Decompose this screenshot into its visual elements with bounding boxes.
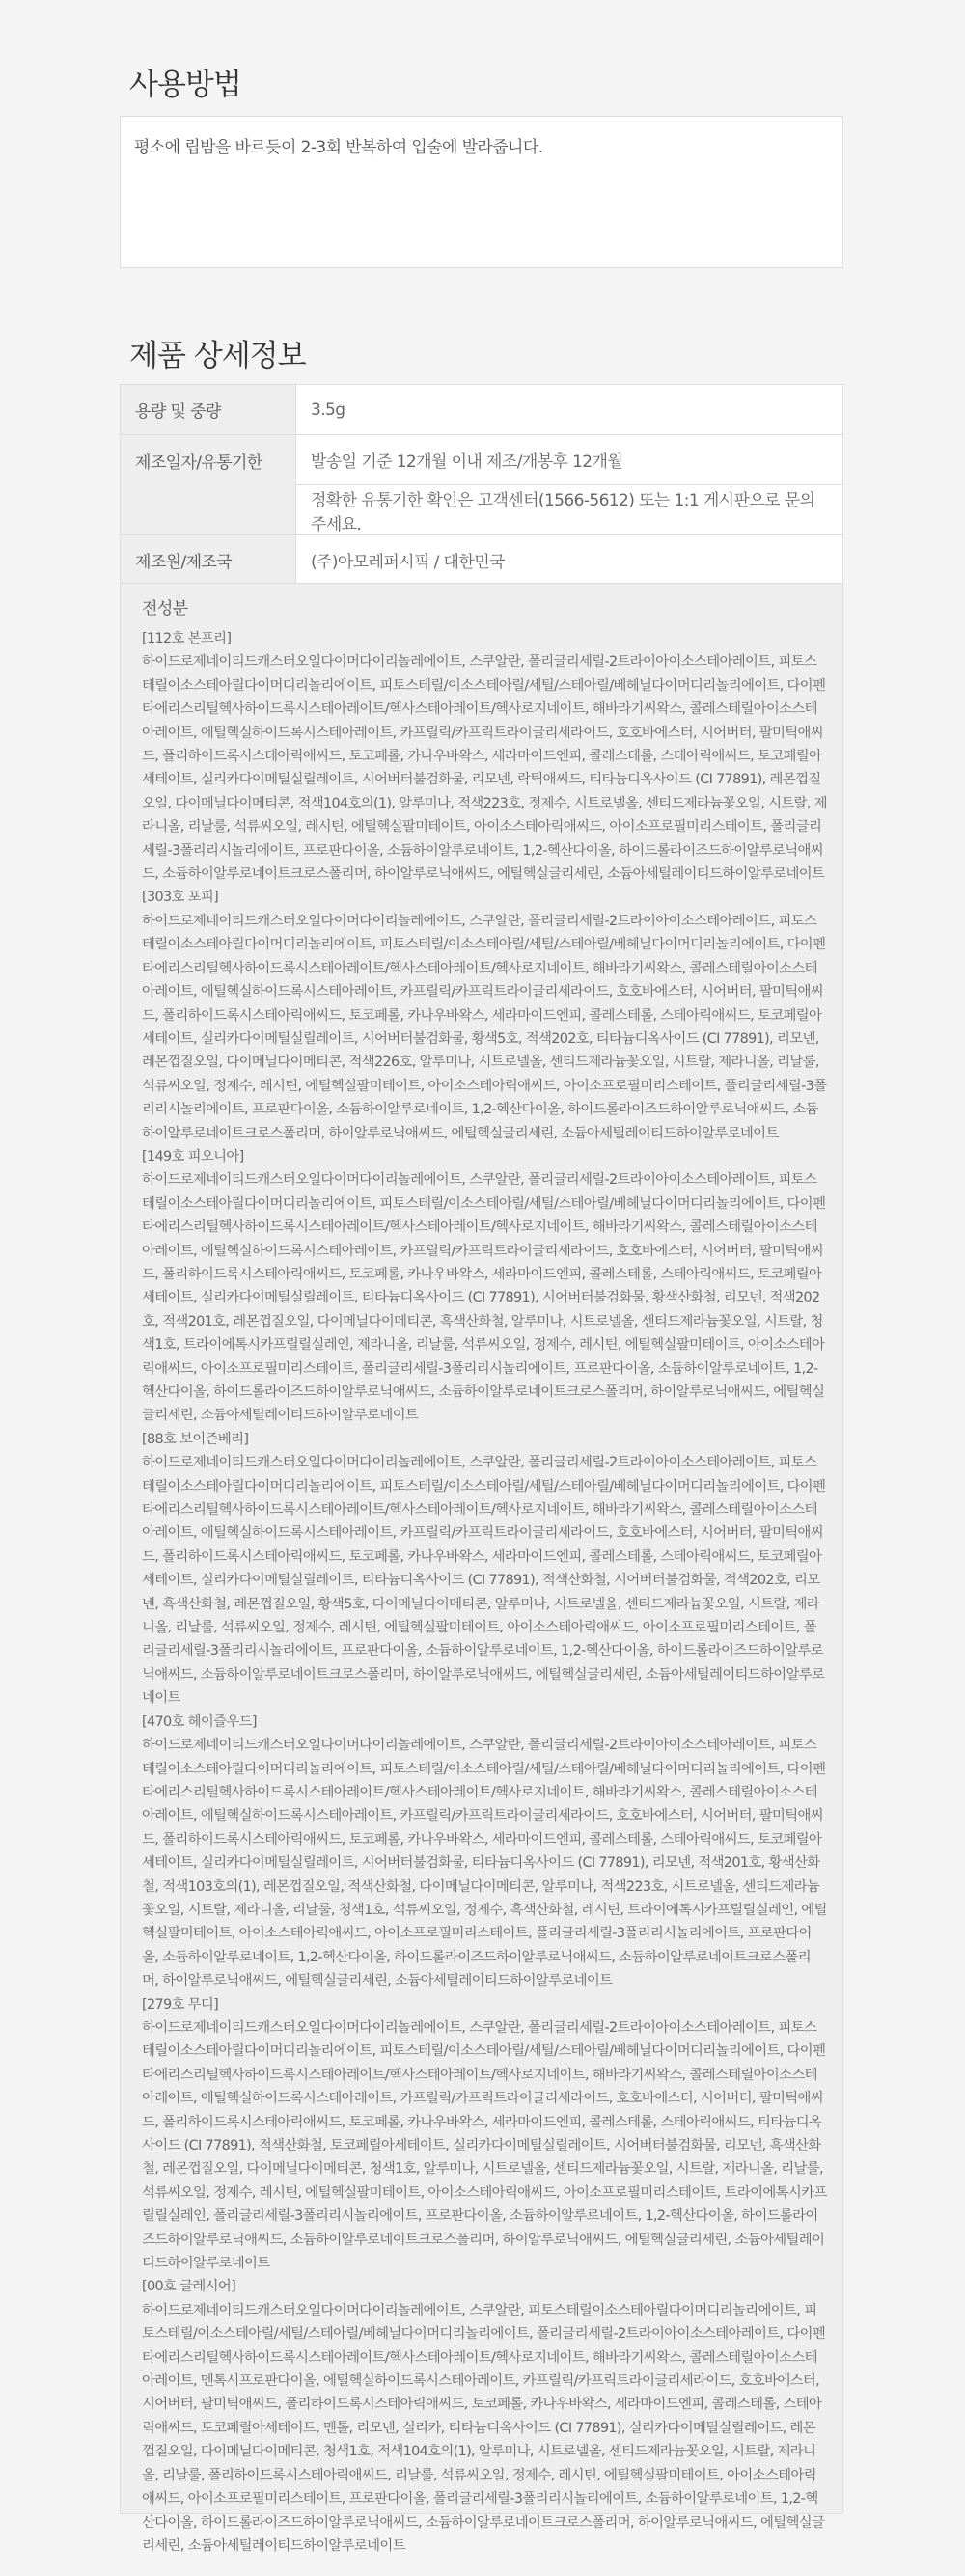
spec-label-manufacturer: 제조원/제조국 xyxy=(121,535,296,586)
spec-value-manufacturer: (주)아모레퍼시픽 / 대한민국 xyxy=(296,535,843,586)
ingredients-list: [112호 본프리] 하이드로제네이티드캐스터오일다이머다이리놀레에이트, 스쿠알란, 폴리글리세릴-2트라이아이소스테아레이트, 피토스테릴이소스테아릴다이머디리놀리에이트, 피토스테릴/이소스테아릴/세틸/스테아릴/베헤닐다이머디리놀리에이트, 다이펜타에리스리틸헥사하이드록시스테아레이트/헥사스테아레이트/헥사로지네이트, 해바라기씨왁스, 콜레스테릴아이소스테아레이트, 에틸헥실하이드록시스테아레이트, 카프릴릭/카프릭트라이글리세라이드, 호호바에스터, 시어버터, 팔미틱애씨드, 폴리하이드록시스테아릭애씨드, 토코페롤, 카나우바왁스, 세라마이드엔피, 콜레스테롤, 스테아릭애씨드, 토코페릴아세테이트, 실리카다이메틸실릴레이트, 시어버터불검화물, 리모넨, 락틱애씨드, 티타늄디옥사이드 (CI 77891), 레몬껍질오일, 다이메닐다이메티콘, 적색104호의(1), 알루미나, 적색223호, 정제수, 시트로넬올, 센티드제라늄꽃오일, 시트랄, 제라니올, 리날룰, 석류씨오일, 레시틴, 에틸헥실팔미테이트, 아이소스테아릭애씨드, 아이소프로필미리스테이트, 폴리글리세릴-3폴리리시놀리에이트, 프로판다이올, 소듐하이알루로네이트, 1,2-헥산다이올, 하이드롤라이즈드하이알루로닉애씨드, 소듐하이알루로네이트크로스폴리머, 하이알루로닉애씨드, 에틸헥실글리세린, 소듐아세틸레이티드하이알루로네이트 [303호 포피] 하이드로제네이티드캐스터오일다이머다이리놀레에이트, 스쿠알란, 폴리글리세릴-2트라이아이소스테아레이트, 피토스테릴이소스테아릴다이머디리놀리에이트, 피토스테릴/이소스테아릴/세틸/스테아릴/베헤닐다이머디리놀리에이트, 다이펜타에리스리틸헥사하이드록시스테아레이트/헥사스테아레이트/헥사로지네이트, 해바라기씨왁스, 콜레스테릴아이소스테아레이트, 에틸헥실하이드록시스테아레이트, 카프릴릭/카프릭트라이글리세라이드, 호호바에스터, 시어버터, 팔미틱애씨드, 폴리하이드록시스테아릭애씨드, 토코페롤, 카나우바왁스, 세라마이드엔피, 콜레스테롤, 스테아릭애씨드, 토코페릴아세테이트, 실리카다이메틸실릴레이트, 시어버터불검화물, 황색5호, 적색202호, 티타늄디옥사이드 (CI 77891), 리모넨, 레몬껍질오일, 다이메닐다이메티콘, 적색226호, 알루미나, 시트로넬올, 센티드제라늄꽃오일, 시트랄, 제라니올, 리날룰, 석류씨오일, 정제수, 레시틴, 에틸헥실팔미테이트, 아이소스테아릭애씨드, 아이소프로필미리스테이트, 폴리글리세릴-3폴리리시놀리에이트, 프로판다이올, 소듐하이알루로네이트, 1,2-헥산다이올, 하이드롤라이즈드하이알루로닉애씨드, 소듐하이알루로네이트크로스폴리머, 하이알루로닉애씨드, 에틸헥실글리세린, 소듐아세틸레이티드하이알루로네이트 [149호 피오니아] 하이드로제네이티드캐스터오일다이머다이리놀레에이트, 스쿠알란, 폴리글리세릴-2트라이아이소스테아레이트, 피토스테릴이소스테아릴다이머디리놀리에이트, 피토스테릴/이소스테아릴/세틸/스테아릴/베헤닐다이머디리놀리에이트, 다이펜타에리스리틸헥사하이드록시스테아레이트/헥사스테아레이트/헥사로지네이트, 해바라기씨왁스, 콜레스테릴아이소스테아레이트, 에틸헥실하이드록시스테아레이트, 카프릴릭/카프릭트라이글리세라이드, 호호바에스터, 시어버터, 팔미틱애씨드, 폴리하이드록시스테아릭애씨드, 토코페롤, 카나우바왁스, 세라마이드엔피, 콜레스테롤, 스테아릭애씨드, 토코페릴아세테이트, 실리카다이메틸실릴레이트, 티타늄디옥사이드 (CI 77891), 시어버터불검화물, 황색산화철, 리모넨, 적색202호, 적색201호, 레몬껍질오일, 다이메닐다이메티콘, 흑색산화철, 알루미나, 시트로넬올, 센티드제라늄꽃오일, 시트랄, 청색1호, 트라이에톡시카프릴릴실레인, 제라니올, 리날룰, 석류씨오일, 정제수, 레시틴, 에틸헥실팔미테이트, 아이소스테아릭애씨드, 아이소프로필미리스테이트, 폴리글리세릴-3폴리리시놀리에이트, 프로판다이올, 소듐하이알루로네이트, 1,2-헥산다이올, 하이드롤라이즈드하이알루로닉애씨드, 소듐하이알루로네이트크로스폴리머, 하이알루로닉애씨드, 에틸헥실글리세린, 소듐아세틸레이티드하이알루로네이트 [88호 보이즌베리] 하이드로제네이티드캐스터오일다이머다이리놀레에이트, 스쿠알란, 폴리글리세릴-2트라이아이소스테아레이트, 피토스테릴이소스테아릴다이머디리놀리에이트, 피토스테릴/이소스테아릴/세틸/스테아릴/베헤닐다이머디리놀리에이트, 다이펜타에리스리틸헥사하이드록시스테아레이트/헥사스테아레이트/헥사로지네이트, 해바라기씨왁스, 콜레스테릴아이소스테아레이트, 에틸헥실하이드록시스테아레이트, 카프릴릭/카프릭트라이글리세라이드, 호호바에스터, 시어버터, 팔미틱애씨드, 폴리하이드록시스테아릭애씨드, 토코페롤, 카나우바왁스, 세라마이드엔피, 콜레스테롤, 스테아릭애씨드, 토코페릴아세테이트, 실리카다이메틸실릴레이트, 티타늄디옥사이드 (CI 77891), 적색산화철, 시어버터불검화물, 적색202호, 리모넨, 흑색산화철, 레몬껍질오일, 황색5호, 다이메닐다이메티콘, 알루미나, 시트로넬올, 센티드제라늄꽃오일, 시트랄, 제라니올, 리날룰, 석류씨오일, 정제수, 레시틴, 에틸헥실팔미테이트, 아이소스테아릭애씨드, 아이소프로필미리스테이트, 폴리글리세릴-3폴리리시놀리에이트, 프로판다이올, 소듐하이알루로네이트, 1,2-헥산다이올, 하이드롤라이즈드하이알루로닉애씨드, 소듐하이알루로네이트크로스폴리머, 하이알루로닉애씨드, 에틸헥실글리세린, 소듐아세틸레이티드하이알루로네이트 [470호 헤이즐우드] 하이드로제네이티드캐스터오일다이머다이리놀레에이트, 스쿠알란, 폴리글리세릴-2트라이아이소스테아레이트, 피토스테릴이소스테아릴다이머디리놀리에이트, 피토스테릴/이소스테아릴/세틸/스테아릴/베헤닐다이머디리놀리에이트, 다이펜타에리스리틸헥사하이드록시스테아레이트/헥사스테아레이트/헥사로지네이트, 해바라기씨왁스, 콜레스테릴아이소스테아레이트, 에틸헥실하이드록시스테아레이트, 카프릴릭/카프릭트라이글리세라이드, 호호바에스터, 시어버터, 팔미틱애씨드, 폴리하이드록시스테아릭애씨드, 토코페롤, 카나우바왁스, 세라마이드엔피, 콜레스테롤, 스테아릭애씨드, 토코페릴아세테이트, 실리카다이메틸실릴레이트, 시어버터불검화물, 티타늄디옥사이드 (CI 77891), 리모넨, 적색201호, 황색산화철, 적색103호의(1), 레몬껍질오일, 적색산화철, 다이메닐다이메티콘, 알루미나, 적색223호, 시트로넬올, 센티드제라늄꽃오일, 시트랄, 제라니올, 리날룰, 청색1호, 석류씨오일, 정제수, 흑색산화철, 레시틴, 트라이에톡시카프릴릴실레인, 에틸헥실팔미테이트, 아이소스테아릭애씨드, 아이소프로필미리스테이트, 폴리글리세릴-3폴리리시놀리에이트, 프로판다이올, 소듐하이알루로네이트, 1,2-헥산다이올, 하이드롤라이즈드하이알루로닉애씨드, 소듐하이알루로네이트크로스폴리머, 하이알루로닉애씨드, 에틸헥실글리세린, 소듐아세틸레이티드하이알루로네이트 [279호 무디] 하이드로제네이티드캐스터오일다이머다이리놀레에이트, 스쿠알란, 폴리글리세릴-2트라이아이소스테아레이트, 피토스테릴이소스테아릴다이머디리놀리에이트, 피토스테릴/이소스테아릴/세틸/스테아릴/베헤닐다이머디리놀리에이트, 다이펜타에리스리틸헥사하이드록시스테아레이트/헥사스테아레이트/헥사로지네이트, 해바라기씨왁스, 콜레스테릴아이소스테아레이트, 에틸헥실하이드록시스테아레이트, 카프릴릭/카프릭트라이글리세라이드, 호호바에스터, 시어버터, 팔미틱애씨드, 폴리하이드록시스테아릭애씨드, 토코페롤, 카나우바왁스, 세라마이드엔피, 콜레스테롤, 스테아릭애씨드, 티타늄디옥사이드 (CI 77891), 적색산화철, 토코페릴아세테이트, 실리카다이메틸실릴레이트, 시어버터불검화물, 리모넨, 흑색산화철, 레몬껍질오일, 다이메닐다이메티콘, 청색1호, 알루미나, 시트로넬올, 센티드제라늄꽃오일, 시트랄, 제라니올, 리날룰, 석류씨오일, 정제수, 레시틴, 에틸헥실팔미테이트, 아이소스테아릭애씨드, 아이소프로필미리스테이트, 트라이에톡시카프릴릴실레인, 폴리글리세릴-3폴리리시놀리에이트, 프로판다이올, 소듐하이알루로네이트, 1,2-헥산다이올, 하이드롤라이즈드하이알루로닉애씨드, 소듐하이알루로네이트크로스폴리머, 하이알루로닉애씨드, 에틸헥실글리세린, 소듐아세틸레이티드하이알루로네이트 [00호 글레시어] 하이드로제네이티드캐스터오일다이머다이리놀레에이트, 스쿠알란, 피토스테릴이소스테아릴다이머디리놀리에이트, 피토스테릴/이소스테아릴/세틸/스테아릴/베헤닐다이머디리놀리에이트, 폴리글리세릴-2트라이아이소스테아레이트, 다이펜타에리스리틸헥사하이드록시스테아레이트/헥사스테아레이트/헥사로지네이트, 해바라기씨왁스, 콜레스테릴아이소스테아레이트, 멘톡시프로판다이올, 에틸헥실하이드록시스테아레이트, 카프릴릭/카프릭트라이글리세라이드, 호호바에스터, 시어버터, 팔미틱애씨드, 폴리하이드록시스테아릭애씨드, 토코페롤, 카나우바왁스, 세라마이드엔피, 콜레스테롤, 스테아릭애씨드, 토코페릴아세테이트, 멘톨, 리모넨, 실리카, 티타늄디옥사이드 (CI 77891), 실리카다이메틸실릴레이트, 레몬껍질오일, 다이메닐다이메티콘, 청색1호, 적색104호의(1), 알루미나, 시트로넬올, 센티드제라늄꽃오일, 시트랄, 제라니올, 리날룰, 폴리하이드록시스테아릭애씨드, 리날룰, 석류씨오일, 정제수, 레시틴, 에틸헥실팔미테이트, 아이소스테아릭애씨드, 아이소프로필미리스테이트, 프로판다이올, 폴리글리세릴-3폴리리시놀리에이트, 소듐하이알루로네이트, 1,2-헥산다이올, 하이드롤라이즈드하이알루로닉애씨드, 소듐하이알루로네이트크로스폴리머, 하이알루로닉애씨드, 에틸헥실글리세린, 소듐아세틸레이티드하이알루로네이트 xyxy=(142,631,827,2554)
spec-value-expiry-note: 정확한 유통기한 확인은 고객센터(1566-5612) 또는 1:1 게시판으로 문의주세요. xyxy=(296,485,843,535)
spec-row-volume xyxy=(121,385,843,435)
spec-value-expiry: 발송일 기준 12개월 이내 제조/개봉후 12개월 xyxy=(296,435,843,485)
spec-row-manufacturer xyxy=(121,535,843,586)
spec-value-volume: 3.5g xyxy=(296,385,843,435)
spec-label-expiry: 제조일자/유통기한 xyxy=(121,435,296,535)
spec-label-volume: 용량 및 중량 xyxy=(121,385,296,435)
usage-section-title: 사용방법 xyxy=(129,68,241,102)
ingredients-box xyxy=(120,583,843,2554)
ingredients-title: 전성분 xyxy=(142,599,188,618)
spec-row-expiry xyxy=(121,435,843,485)
usage-description: 평소에 립밤을 바르듯이 2-3회 반복하여 입술에 발라줍니다. xyxy=(120,116,843,268)
product-detail-section-title: 제품 상세정보 xyxy=(129,339,306,373)
product-spec-table xyxy=(120,384,843,586)
